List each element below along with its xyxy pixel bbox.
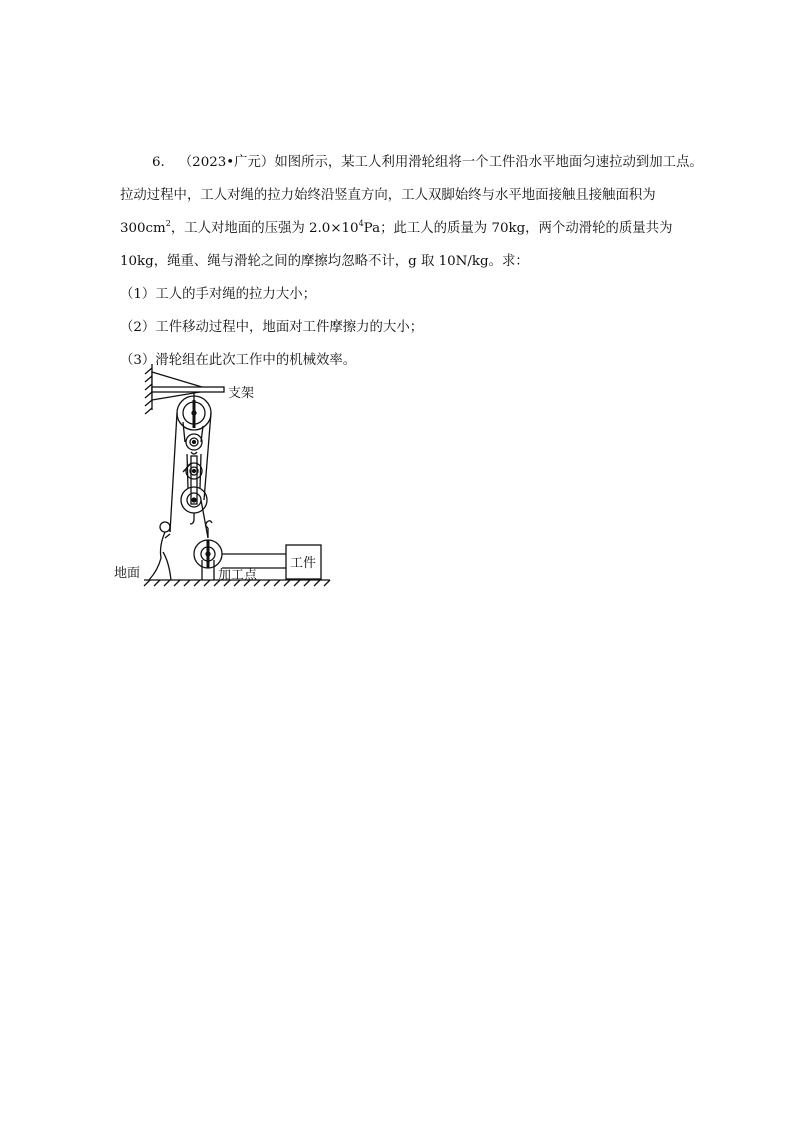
stem-part-2: ，工人对地面的压强为 2.0×10 <box>170 221 359 236</box>
support-bracket <box>152 372 224 400</box>
problem-number: 6. <box>152 155 165 170</box>
pressure-exponent: 4 <box>358 219 364 228</box>
label-processing-point: 加工点 <box>218 568 258 583</box>
label-ground: 地面 <box>114 566 141 581</box>
label-support: 支架 <box>228 386 255 401</box>
fixed-pulley <box>177 396 211 430</box>
question-1: （1）工人的手对绳的拉力大小； <box>120 287 316 302</box>
worker-figure <box>149 522 171 580</box>
problem-text <box>120 146 710 377</box>
problem-source: （2023•广元） <box>178 155 275 170</box>
problem-stem <box>120 146 710 278</box>
area-exponent: 2 <box>165 219 171 228</box>
stem-part-1: 如图所示，某工人利用滑轮组将一个工件沿水平地面匀速拉动到加工点。拉动过程中，工人对绳的拉力始终沿竖直方向，工人双脚始终与水平地面接触且接触面积为 300cm <box>120 155 703 236</box>
question-3: （3）滑轮组在此次工作中的机械效率。 <box>120 353 357 368</box>
label-workpiece: 工件 <box>290 556 317 571</box>
upper-small-pulley <box>186 434 202 454</box>
wall-mount <box>145 364 152 414</box>
pulley-diagram <box>108 360 348 592</box>
question-2: （2）工件移动过程中，地面对工件摩擦力的大小； <box>120 320 424 335</box>
stem-part-3: Pa；此工人的质量为 70kg，两个动滑轮的质量共为 10kg，绳重、绳与滑轮之间的摩擦均忽略不计，g 取 10N/kg。求： <box>120 221 673 269</box>
